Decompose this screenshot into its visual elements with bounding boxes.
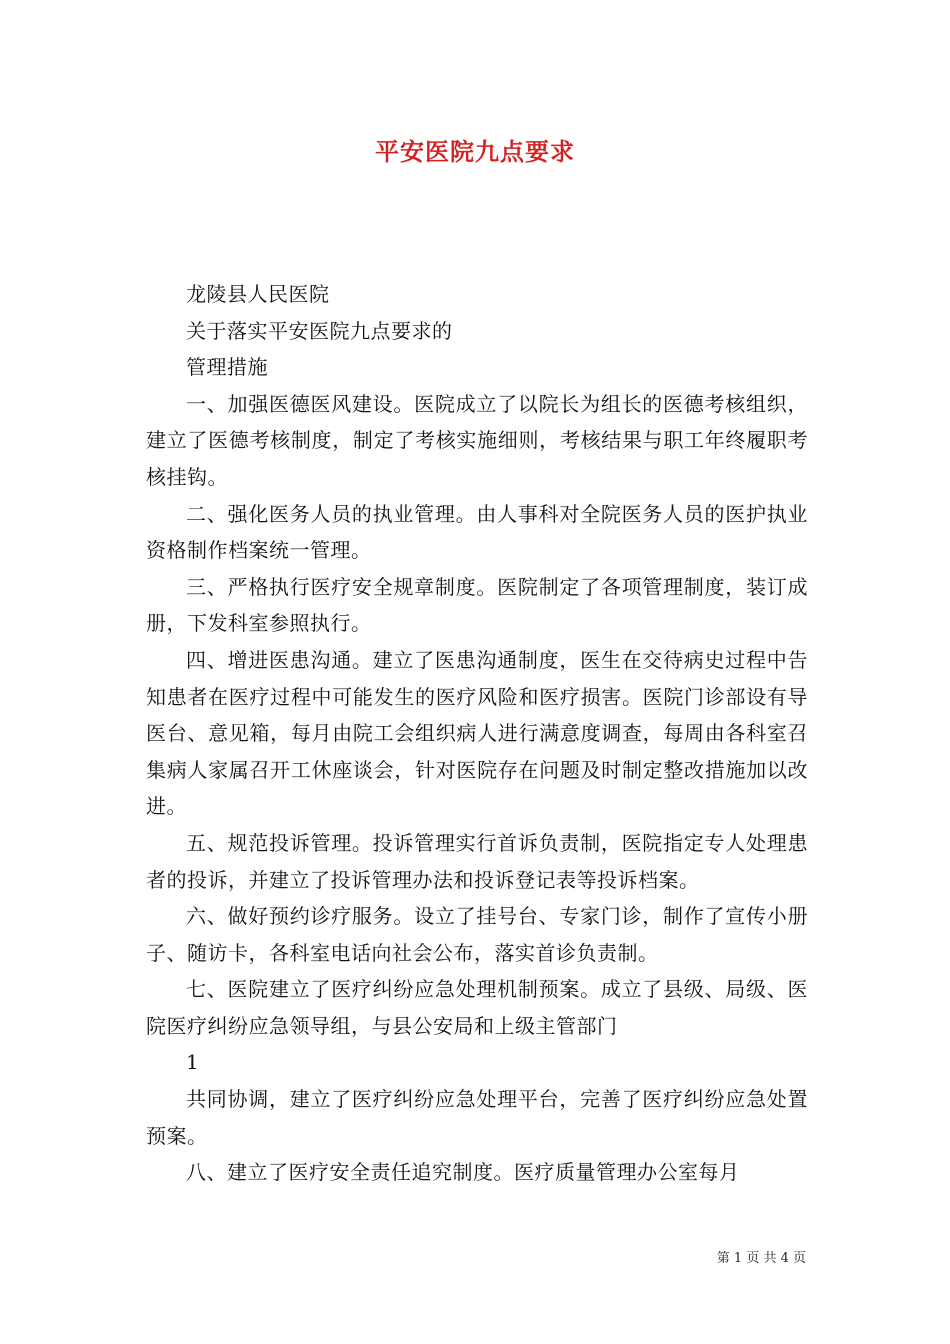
paragraph-subtitle: 关于落实平安医院九点要求的 bbox=[186, 318, 453, 343]
paragraph-item-2: 二、强化医务人员的执业管理。由人事科对全院医务人员的医护执业资格制作档案统一管理。 bbox=[146, 501, 808, 563]
document-title: 平安医院九点要求 bbox=[375, 137, 575, 166]
inline-page-number: 1 bbox=[186, 1050, 200, 1075]
paragraph-item-1: 一、加强医德医风建设。医院成立了以院长为组长的医德考核组织，建立了医德考核制度，制定了考核实施细则，考核结果与职工年终履职考核挂钩。 bbox=[146, 391, 808, 489]
page-footer: 第 1 页 共 4 页 bbox=[716, 1251, 806, 1266]
paragraph-item-3: 三、严格执行医疗安全规章制度。医院制定了各项管理制度，装订成册，下发科室参照执行。 bbox=[146, 574, 808, 636]
document-body bbox=[146, 276, 808, 1191]
paragraph-measures: 管理措施 bbox=[186, 355, 268, 380]
paragraph-item-7: 七、医院建立了医疗纠纷应急处理机制预案。成立了县级、局级、医院医疗纠纷应急领导组，与县公安局和上级主管部门 bbox=[146, 977, 808, 1038]
paragraph-item-7-continued: 共同协调，建立了医疗纠纷应急处理平台，完善了医疗纠纷应急处置预案。 bbox=[146, 1087, 808, 1148]
paragraph-hospital-name: 龙陵县人民医院 bbox=[186, 282, 330, 306]
paragraph-item-4: 四、增进医患沟通。建立了医患沟通制度，医生在交待病史过程中告知患者在医疗过程中可能发生的医疗风险和医疗损害。医院门诊部设有导医台、意见箱，每月由院工会组织病人进行满意度调查，每周由各科室召集病人家属召开工休座谈会，针对医院存在问题及时制定整改措施加以改进。 bbox=[146, 647, 808, 819]
paragraph-item-8: 八、建立了医疗安全责任追究制度。医疗质量管理办公室每月 bbox=[186, 1160, 740, 1185]
paragraph-item-6: 六、做好预约诊疗服务。设立了挂号台、专家门诊，制作了宣传小册子、随访卡，各科室电话向社会公布，落实首诊负责制。 bbox=[146, 904, 808, 965]
paragraph-item-5: 五、规范投诉管理。投诉管理实行首诉负责制，医院指定专人处理患者的投诉，并建立了投诉管理办法和投诉登记表等投诉档案。 bbox=[146, 830, 808, 892]
